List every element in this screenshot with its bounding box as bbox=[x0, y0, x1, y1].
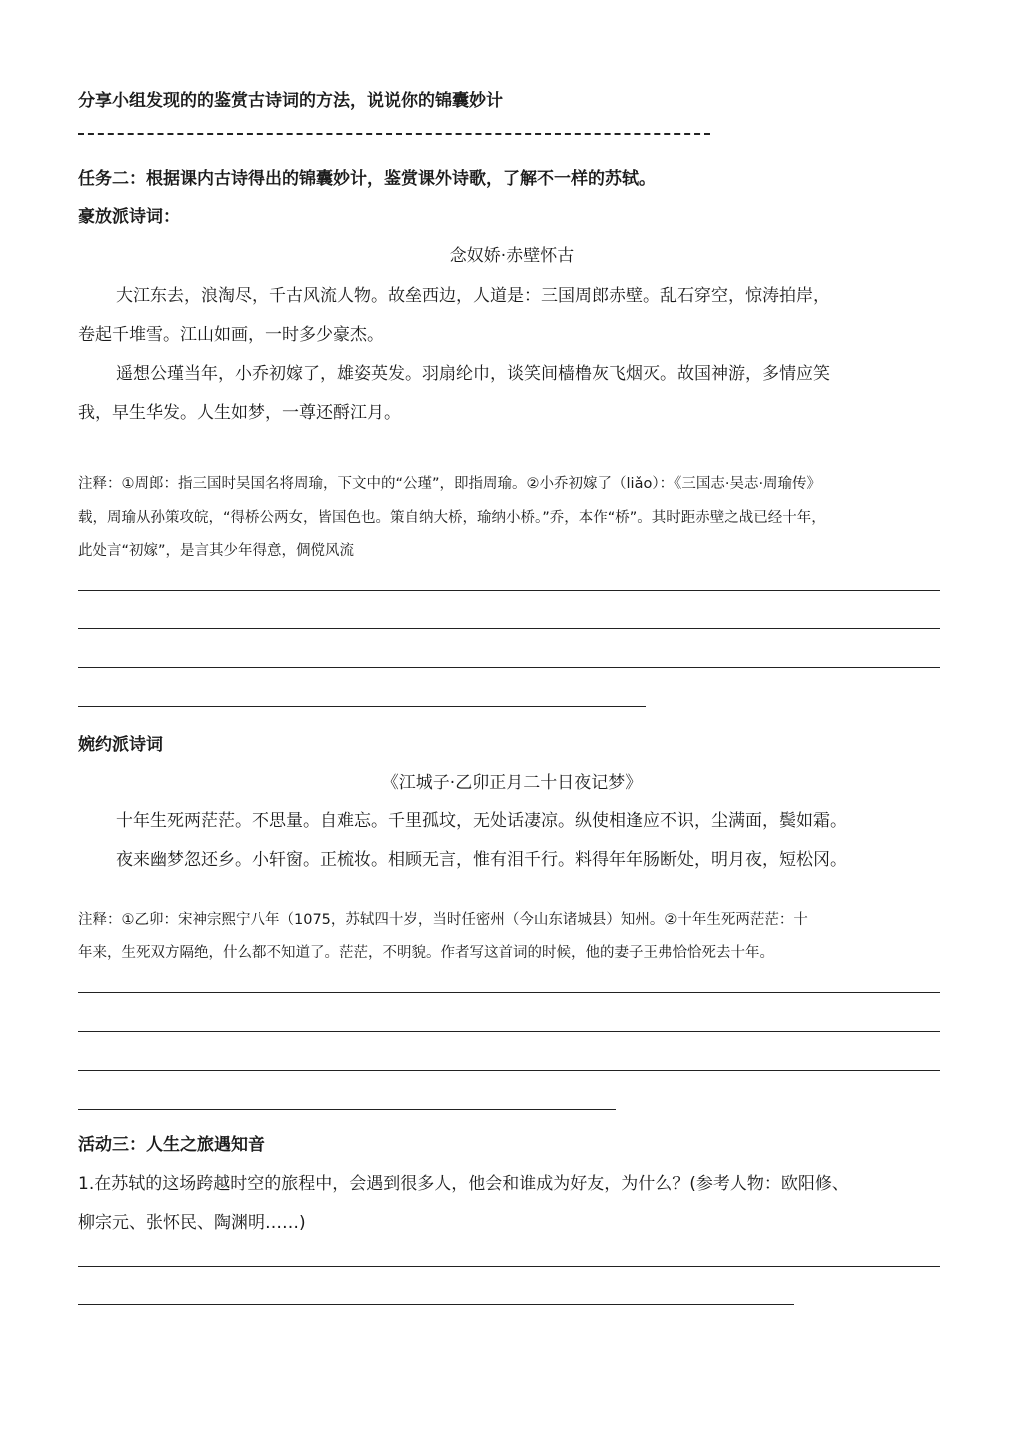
activity3-question: 1.在苏轼的这场跨越时空的旅程中，会遇到很多人，他会和谁成为好友，为什么？(参考人物：欧阳修、 bbox=[78, 1174, 849, 1194]
answer-line[interactable] bbox=[78, 1070, 940, 1071]
answer-line[interactable] bbox=[78, 590, 940, 591]
answer-line[interactable] bbox=[78, 1031, 940, 1032]
poem2-title: 《江城子·乙卯正月二十日夜记梦》 bbox=[381, 773, 643, 793]
task2-heading: 任务二：根据课内古诗得出的锦囊妙计，鉴赏课外诗歌，了解不一样的苏轼。 bbox=[78, 169, 656, 189]
poem2-note: 注释：①乙卯：宋神宗熙宁八年（1075，苏轼四十岁，当时任密州（今山东诸城县）知州。②十年生死两茫茫：十 bbox=[78, 912, 808, 928]
answer-line[interactable] bbox=[78, 706, 646, 707]
poem1-title: 念奴娇·赤壁怀古 bbox=[449, 246, 575, 266]
poem1-note: 此处言“初嫁”，是言其少年得意，倜傥风流 bbox=[78, 543, 355, 559]
poem1-line: 遥想公瑾当年，小乔初嫁了，雄姿英发。羽扇纶巾，谈笑间樯橹灰飞烟灭。故国神游，多情应笑 bbox=[116, 364, 830, 384]
poem1-note: 注释：①周郎：指三国时吴国名将周瑜，下文中的“公瑾”，即指周瑜。②小乔初嫁了（liǎo）：《三国志·吴志·周瑜传》 bbox=[78, 476, 822, 492]
answer-line[interactable] bbox=[78, 667, 940, 668]
bold-style-category: 豪放派诗词： bbox=[78, 207, 180, 227]
activity3-question: 柳宗元、张怀民、陶渊明……) bbox=[78, 1213, 306, 1233]
poem1-line: 大江东去，浪淘尽，千古风流人物。故垒西边，人道是：三国周郎赤壁。乱石穿空，惊涛拍岸， bbox=[116, 286, 830, 306]
answer-line[interactable] bbox=[78, 628, 940, 629]
poem1-line: 我，早生华发。人生如梦，一尊还酹江月。 bbox=[78, 403, 401, 423]
graceful-style-category: 婉约派诗词 bbox=[78, 735, 163, 755]
answer-line[interactable] bbox=[78, 1266, 940, 1267]
poem2-line: 十年生死两茫茫。不思量。自难忘。千里孤坟，无处话凄凉。纵使相逢应不识，尘满面，鬓如霜。 bbox=[116, 811, 847, 831]
poem1-line: 卷起千堆雪。江山如画，一时多少豪杰。 bbox=[78, 325, 384, 345]
dashed-answer-line bbox=[78, 133, 710, 135]
activity3-heading: 活动三：人生之旅遇知音 bbox=[78, 1135, 265, 1155]
poem2-line: 夜来幽梦忽还乡。小轩窗。正梳妆。相顾无言，惟有泪千行。料得年年肠断处，明月夜，短松冈。 bbox=[116, 850, 847, 870]
answer-line[interactable] bbox=[78, 1109, 616, 1110]
poem1-note: 载，周瑜从孙策攻皖，“得桥公两女，皆国色也。策自纳大桥，瑜纳小桥。”乔，本作“桥”。其时距赤壁之战已经十年， bbox=[78, 510, 826, 526]
answer-line[interactable] bbox=[78, 1304, 794, 1305]
poem2-note: 年来，生死双方隔绝，什么都不知道了。茫茫，不明貌。作者写这首词的时候，他的妻子王弗恰恰死去十年。 bbox=[78, 945, 774, 961]
answer-line[interactable] bbox=[78, 992, 940, 993]
section1-heading: 分享小组发现的的鉴赏古诗词的方法，说说你的锦囊妙计 bbox=[78, 91, 503, 111]
